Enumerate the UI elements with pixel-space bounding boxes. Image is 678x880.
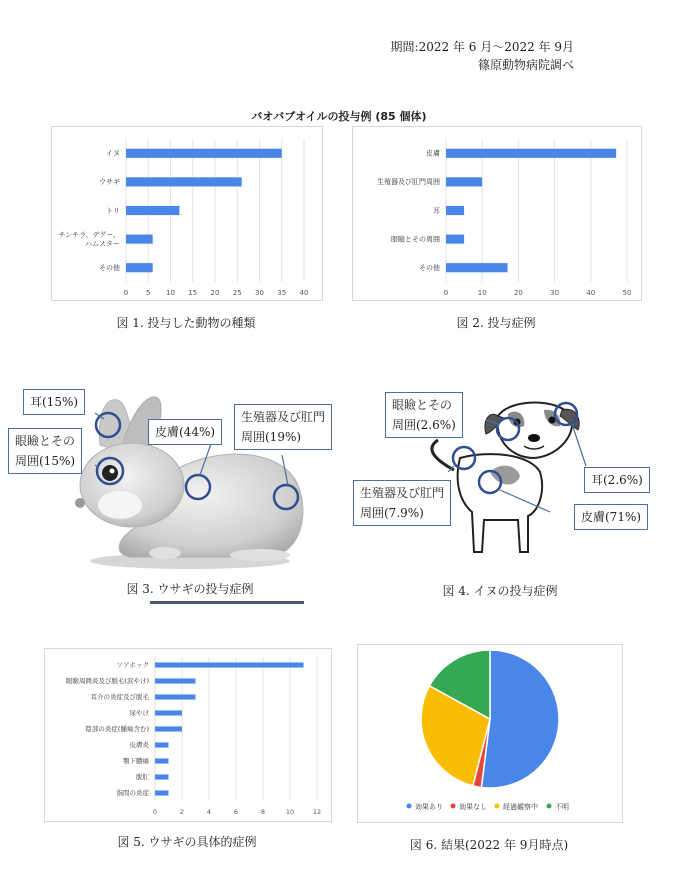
source-text: 篠原動物病院調べ [477, 58, 574, 72]
fig5-category-label: 耳介の炎症及び脱毛 [90, 693, 149, 702]
fig6-legend-label: 効果あり [415, 803, 443, 811]
rabbit-genital-label-line1: 生殖器及び肛門 [241, 410, 326, 424]
fig1-tick-label: 15 [188, 289, 198, 297]
fig6-caption: 図 6. 結果(2022 年 9月時点) [409, 838, 569, 852]
dog-eyelid-label [385, 392, 463, 438]
fig3-underline [150, 601, 304, 604]
fig1-category-label: チンチラ、デグー、ハムスター [58, 230, 120, 248]
fig2-bar [446, 206, 464, 215]
fig6-legend-label: 経過観察中 [503, 803, 538, 811]
rabbit-eyelid-label-line1: 眼瞼とその [15, 434, 76, 448]
rabbit-ear-label: 耳(15%) [23, 389, 85, 415]
fig2-category-label: 眼瞼とその周囲 [391, 235, 440, 244]
fig6-legend-marker [547, 804, 552, 809]
fig1-tick-label: 20 [210, 289, 220, 297]
fig5-category-label: 陰部の炎症(腫瘍含む) [85, 725, 149, 734]
fig2-category-label: 皮膚 [426, 149, 440, 158]
fig5-tick-label: 2 [179, 808, 185, 816]
fig5-caption: 図 5. ウサギの具体的症例 [117, 835, 257, 849]
fig2-tick-label: 30 [550, 289, 560, 297]
fig6-chart-box [357, 644, 623, 823]
fig6-legend-label: 不明 [555, 803, 569, 811]
fig5-category-label: 脱肛 [136, 773, 149, 782]
fig5-tick-label: 0 [152, 808, 158, 816]
fig5-bar [155, 662, 304, 667]
fig5-bar [155, 758, 169, 763]
fig1-tick-label: 10 [166, 289, 175, 297]
fig5-chart-box [44, 648, 332, 822]
fig5-category-label: 皮膚炎 [129, 741, 149, 750]
fig5-bar [155, 774, 169, 779]
fig2-tick-label: 0 [443, 289, 449, 297]
dog-skin-label: 皮膚(71%) [574, 504, 648, 530]
rabbit-skin-label: 皮膚(44%) [148, 419, 222, 445]
fig5-bar [155, 694, 196, 699]
fig2-bar [446, 235, 464, 244]
fig5-tick-label: 8 [260, 808, 266, 816]
period-text: 期間:2022 年 6 月～2022 年 9月 [390, 40, 574, 54]
fig6-legend-label: 効果なし [459, 803, 487, 811]
fig5-tick-label: 12 [312, 808, 322, 816]
fig1-chart [52, 127, 322, 300]
fig2-category-label: 生殖器及び肛門周囲 [377, 178, 440, 187]
fig6-pie-slice [481, 650, 559, 788]
fig1-bar [126, 149, 282, 158]
fig1-chart-box [51, 126, 323, 301]
dog-genital-label [353, 480, 451, 526]
fig1-category-label: トリ [106, 206, 120, 215]
fig5-bar [155, 678, 196, 683]
fig2-tick-label: 20 [513, 289, 523, 297]
fig1-caption: 図 1. 投与した動物の種類 [116, 316, 256, 330]
fig2-tick-label: 10 [477, 289, 487, 297]
fig5-bar [155, 726, 182, 731]
fig1-bar [126, 263, 153, 272]
fig5-category-label: ソアホック [116, 661, 149, 670]
dog-ear-label: 耳(2.6%) [584, 467, 650, 493]
dog-genital-label-line2: 周囲(7.9%) [360, 506, 424, 520]
fig2-bar [446, 263, 508, 272]
fig1-tick-label: 35 [277, 289, 287, 297]
fig1-tick-label: 30 [255, 289, 264, 297]
rabbit-genital-label-line2: 周囲(19%) [241, 430, 302, 444]
fig2-tick-label: 50 [622, 289, 632, 297]
fig2-category-label: 耳 [433, 206, 440, 215]
fig1-tick-label: 40 [299, 289, 309, 297]
fig1-category-label: ウサギ [99, 178, 120, 187]
fig6-legend-marker [495, 804, 500, 809]
fig1-tick-label: 5 [146, 289, 151, 297]
rabbit-genital-label [234, 404, 332, 450]
fig2-chart [353, 127, 641, 300]
fig5-bar [155, 790, 169, 795]
fig5-tick-label: 6 [233, 808, 239, 816]
fig5-chart [45, 649, 331, 821]
fig1-tick-label: 0 [123, 289, 129, 297]
fig1-bar [126, 206, 179, 215]
rabbit-eyelid-label-line2: 周囲(15%) [15, 454, 76, 468]
fig6-legend-marker [407, 804, 412, 809]
fig1-category-label: イヌ [106, 149, 120, 158]
fig2-chart-box [352, 126, 642, 301]
fig6-legend-marker [451, 804, 456, 809]
fig2-tick-label: 40 [586, 289, 596, 297]
dog-genital-label-line1: 生殖器及び肛門 [360, 486, 445, 500]
fig6-chart [358, 645, 622, 822]
fig1-bar [126, 177, 242, 186]
fig3-caption: 図 3. ウサギの投与症例 [126, 582, 254, 596]
fig5-category-label: 顎下膿瘍 [123, 757, 149, 766]
fig2-bar [446, 177, 482, 186]
fig5-bar [155, 742, 169, 747]
fig5-category-label: 眼瞼周囲炎及び脱毛(涙やけ) [65, 677, 149, 686]
fig1-bar [126, 235, 153, 244]
fig5-tick-label: 10 [285, 808, 295, 816]
fig1-category-label: その他 [99, 264, 120, 273]
rabbit-eyelid-label [8, 428, 82, 474]
fig5-category-label: 尿やけ [129, 709, 149, 718]
dog-eyelid-label-line1: 眼瞼とその [392, 398, 453, 412]
fig5-category-label: 指間の炎症 [116, 789, 149, 798]
fig4-caption: 図 4. イヌの投与症例 [442, 584, 558, 598]
fig1-tick-label: 25 [232, 289, 242, 297]
fig2-bar [446, 149, 616, 158]
fig2-category-label: その他 [419, 264, 440, 273]
fig5-bar [155, 710, 182, 715]
main-title: バオバブオイルの投与例 (85 個体) [251, 110, 427, 123]
dog-eyelid-label-line2: 周囲(2.6%) [392, 418, 456, 432]
fig5-tick-label: 4 [206, 808, 212, 816]
fig2-caption: 図 2. 投与症例 [456, 316, 536, 330]
